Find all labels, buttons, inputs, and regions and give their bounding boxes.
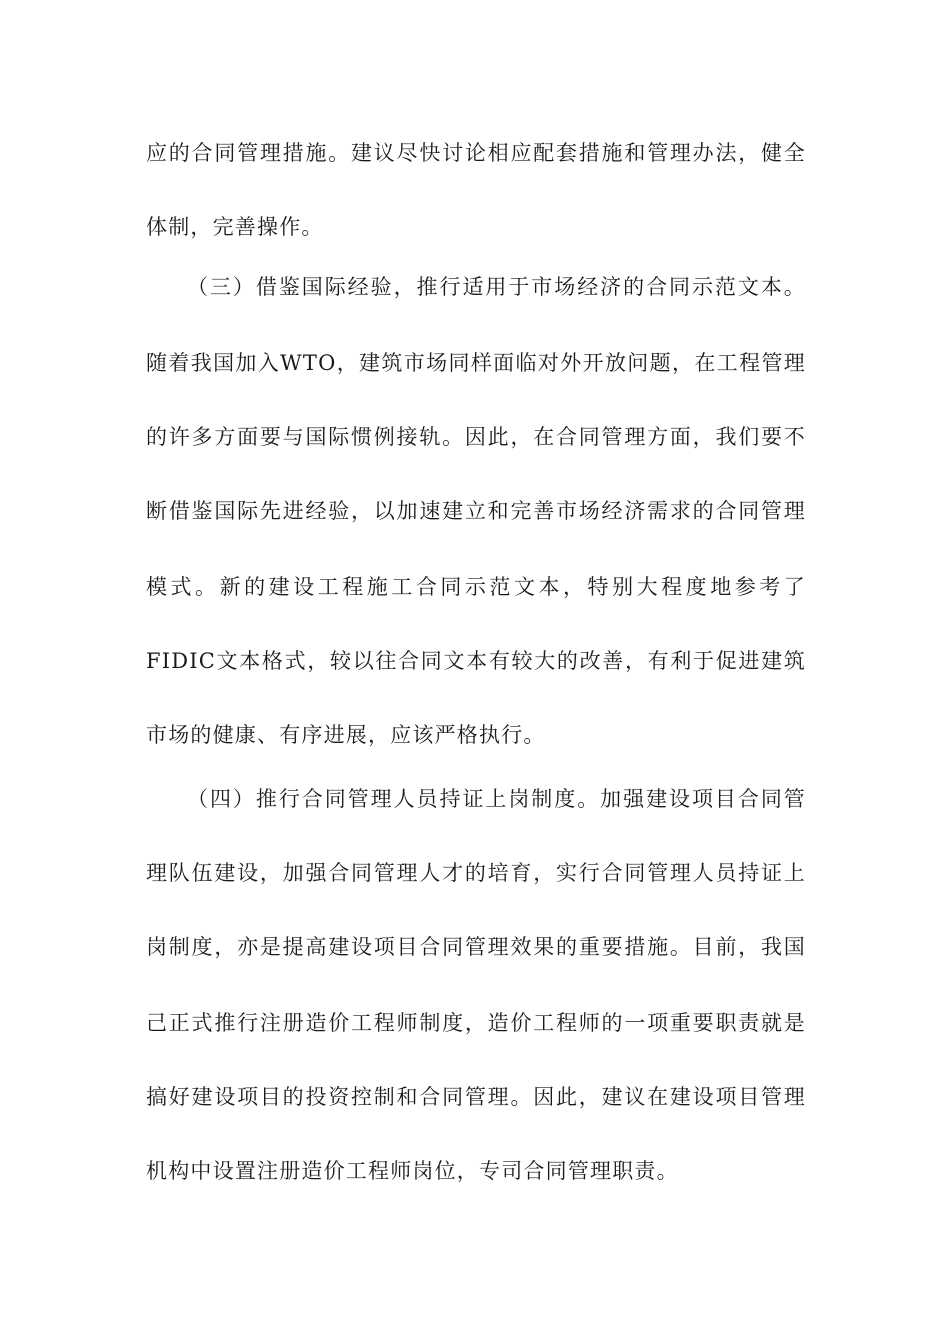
paragraph-line: 模式。新的建设工程施工合同示范文本，特别大程度地参考了 bbox=[146, 575, 806, 599]
paragraph-line: 机构中设置注册造价工程师岗位，专司合同管理职责。 bbox=[146, 1159, 679, 1183]
section-heading-line: （四）推行合同管理人员持证上岗制度。加强建设项目合同管 bbox=[187, 787, 806, 811]
paragraph-line: 理队伍建设，加强合同管理人才的培育，实行合同管理人员持证上 bbox=[146, 861, 806, 885]
paragraph-line: 市场的健康、有序进展，应该严格执行。 bbox=[146, 723, 546, 747]
paragraph-line: 随着我国加入WTO，建筑市场同样面临对外开放问题，在工程管理 bbox=[146, 351, 806, 375]
paragraph-line: 应的合同管理措施。建议尽快讨论相应配套措施和管理办法，健全 bbox=[146, 141, 806, 165]
paragraph-line: 断借鉴国际先进经验，以加速建立和完善市场经济需求的合同管理 bbox=[146, 499, 806, 523]
paragraph-line: FIDIC文本格式，较以往合同文本有较大的改善，有利于促进建筑 bbox=[146, 649, 806, 673]
paragraph-line: 体制，完善操作。 bbox=[146, 215, 324, 239]
paragraph-line: 己正式推行注册造价工程师制度，造价工程师的一项重要职责就是 bbox=[146, 1011, 806, 1035]
paragraph-line: 岗制度，亦是提高建设项目合同管理效果的重要措施。目前，我国 bbox=[146, 935, 806, 959]
paragraph-line: 搞好建设项目的投资控制和合同管理。因此，建议在建设项目管理 bbox=[146, 1085, 806, 1109]
paragraph-line: 的许多方面要与国际惯例接轨。因此，在合同管理方面，我们要不 bbox=[146, 425, 806, 449]
section-heading-line: （三）借鉴国际经验，推行适用于市场经济的合同示范文本。 bbox=[187, 275, 806, 299]
